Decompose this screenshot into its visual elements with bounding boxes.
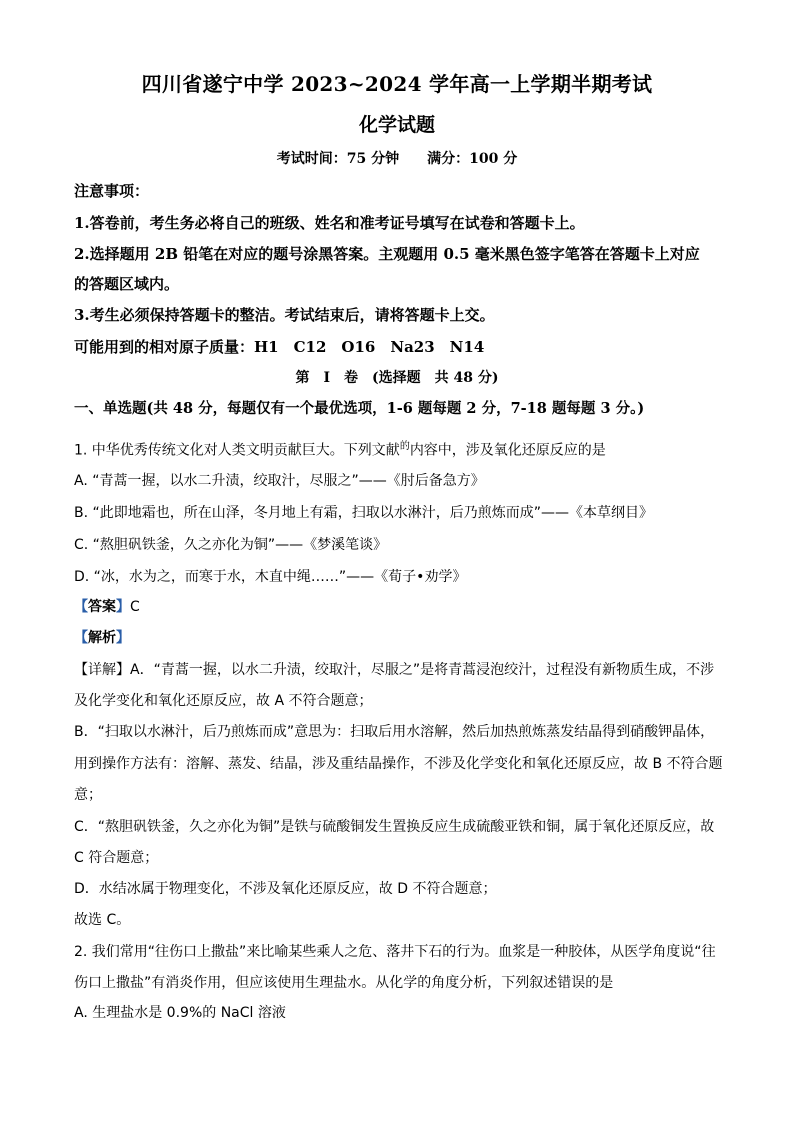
q1-option-a: A. “青蒿一握，以水二升渍，绞取汁，尽服之”——《肘后备急方》 bbox=[74, 473, 485, 489]
q1-detail-b-line3: 意； bbox=[74, 787, 102, 803]
exam-time: 考试时间：75 分钟 bbox=[276, 151, 400, 167]
analysis-label: 解析 bbox=[88, 630, 116, 646]
analysis-bracket-open: 【 bbox=[74, 630, 88, 646]
q1-detail-c-line2: C 符合题意； bbox=[74, 850, 159, 866]
exam-title: 四川省遂宁中学 2023~2024 学年高一上学期半期考试 bbox=[141, 72, 653, 96]
q1-option-d: D. “冰，水为之，而寒于水，木直中绳……”——《荀子•劝学》 bbox=[74, 569, 467, 585]
part-heading: 一、单选题(共 48 分，每题仅有一个最优选项，1-6 题每题 2 分，7-18 题每题 3 分。) bbox=[74, 400, 645, 417]
q1-stem-superscript: 的 bbox=[399, 441, 410, 452]
q1-stem-end: 内容中，涉及氧化还原反应的是 bbox=[409, 442, 606, 459]
volume-heading: 第 I 卷 (选择题 共 48 分) bbox=[295, 370, 499, 386]
answer-value: C bbox=[130, 599, 140, 615]
q1-stem bbox=[74, 442, 606, 458]
q1-detail-c-line1: C．“熬胆矾铁釜，久之亦化为铜”是铁与硫酸铜发生置换反应生成硫酸亚铁和铜，属于氧化还原反应，故 bbox=[74, 819, 715, 835]
detail-bracket-close: 】 bbox=[116, 662, 130, 678]
full-score: 满分：100 分 bbox=[427, 151, 518, 167]
q1-answer bbox=[74, 600, 140, 614]
analysis-bracket-close: 】 bbox=[116, 630, 130, 646]
q1-option-b: B. “此即地霜也，所在山泽，冬月地上有霜，扫取以水淋汁，后乃煎炼而成”——《本草纲目》 bbox=[74, 505, 654, 521]
exam-meta bbox=[0, 152, 794, 166]
detail-bracket-open: 【 bbox=[74, 662, 88, 678]
answer-label: 答案 bbox=[88, 599, 116, 615]
detail-label: 详解 bbox=[88, 662, 116, 678]
q1-detail-d: D．水结冰属于物理变化，不涉及氧化还原反应，故 D 不符合题意； bbox=[74, 881, 497, 897]
q1-detail-b-line1: B．“扫取以水淋汁，后乃煎炼而成”意思为：扫取后用水溶解，然后加热煎炼蒸发结晶得到硝酸钾晶体， bbox=[74, 724, 715, 740]
subject-title: 化学试题 bbox=[358, 114, 435, 136]
notes-item-2-line1: 2.选择题用 2B 铅笔在对应的题号涂黑答案。主观题用 0.5 毫米黑色签字笔答在答题卡上对应 bbox=[74, 245, 700, 263]
q1-analysis-heading bbox=[74, 631, 130, 645]
q1-conclusion: 故选 C。 bbox=[74, 912, 131, 928]
q1-detail-a-line2: 及化学变化和氧化还原反应，故 A 不符合题意； bbox=[74, 693, 373, 709]
q1-stem-start: 1. 中华优秀传统文化对人类文明贡献巨大。下列文献 bbox=[74, 442, 400, 459]
q2-stem-line1: 2. 我们常用“往伤口上撒盐”来比喻某些乘人之危、落井下石的行为。血浆是一种胶体，从医学角度说“往 bbox=[74, 944, 716, 960]
notes-heading: 注意事项： bbox=[74, 182, 150, 200]
q1-option-c: C. “熬胆矾铁釜，久之亦化为铜”——《梦溪笔谈》 bbox=[74, 537, 388, 553]
atomic-masses: 可能用到的相对原子质量：H1 C12 O16 Na23 N14 bbox=[74, 338, 485, 356]
notes-item-2-line2: 的答题区域内。 bbox=[74, 275, 180, 293]
notes-item-3: 3.考生必须保持答题卡的整洁。考试结束后，请将答题卡上交。 bbox=[74, 306, 495, 324]
q1-detail-b-line2: 用到操作方法有：溶解、蒸发、结晶，涉及重结晶操作，不涉及化学变化和氧化还原反应，故 B 不符合题 bbox=[74, 756, 723, 772]
detail-a-text: A．“青蒿一握，以水二升渍，绞取汁，尽服之”是将青蒿浸泡绞汁，过程没有新物质生成，不涉 bbox=[130, 662, 715, 678]
q2-stem-line2: 伤口上撒盐”有消炎作用，但应该使用生理盐水。从化学的角度分析，下列叙述错误的是 bbox=[74, 975, 614, 991]
answer-bracket-open: 【 bbox=[74, 599, 88, 615]
notes-item-1: 1.答卷前，考生务必将自己的班级、姓名和准考证号填写在试卷和答题卡上。 bbox=[74, 214, 585, 232]
q2-option-a: A. 生理盐水是 0.9%的 NaCl 溶液 bbox=[74, 1005, 286, 1021]
q1-detail-a-line1 bbox=[74, 663, 714, 677]
answer-bracket-close: 】 bbox=[116, 599, 130, 615]
